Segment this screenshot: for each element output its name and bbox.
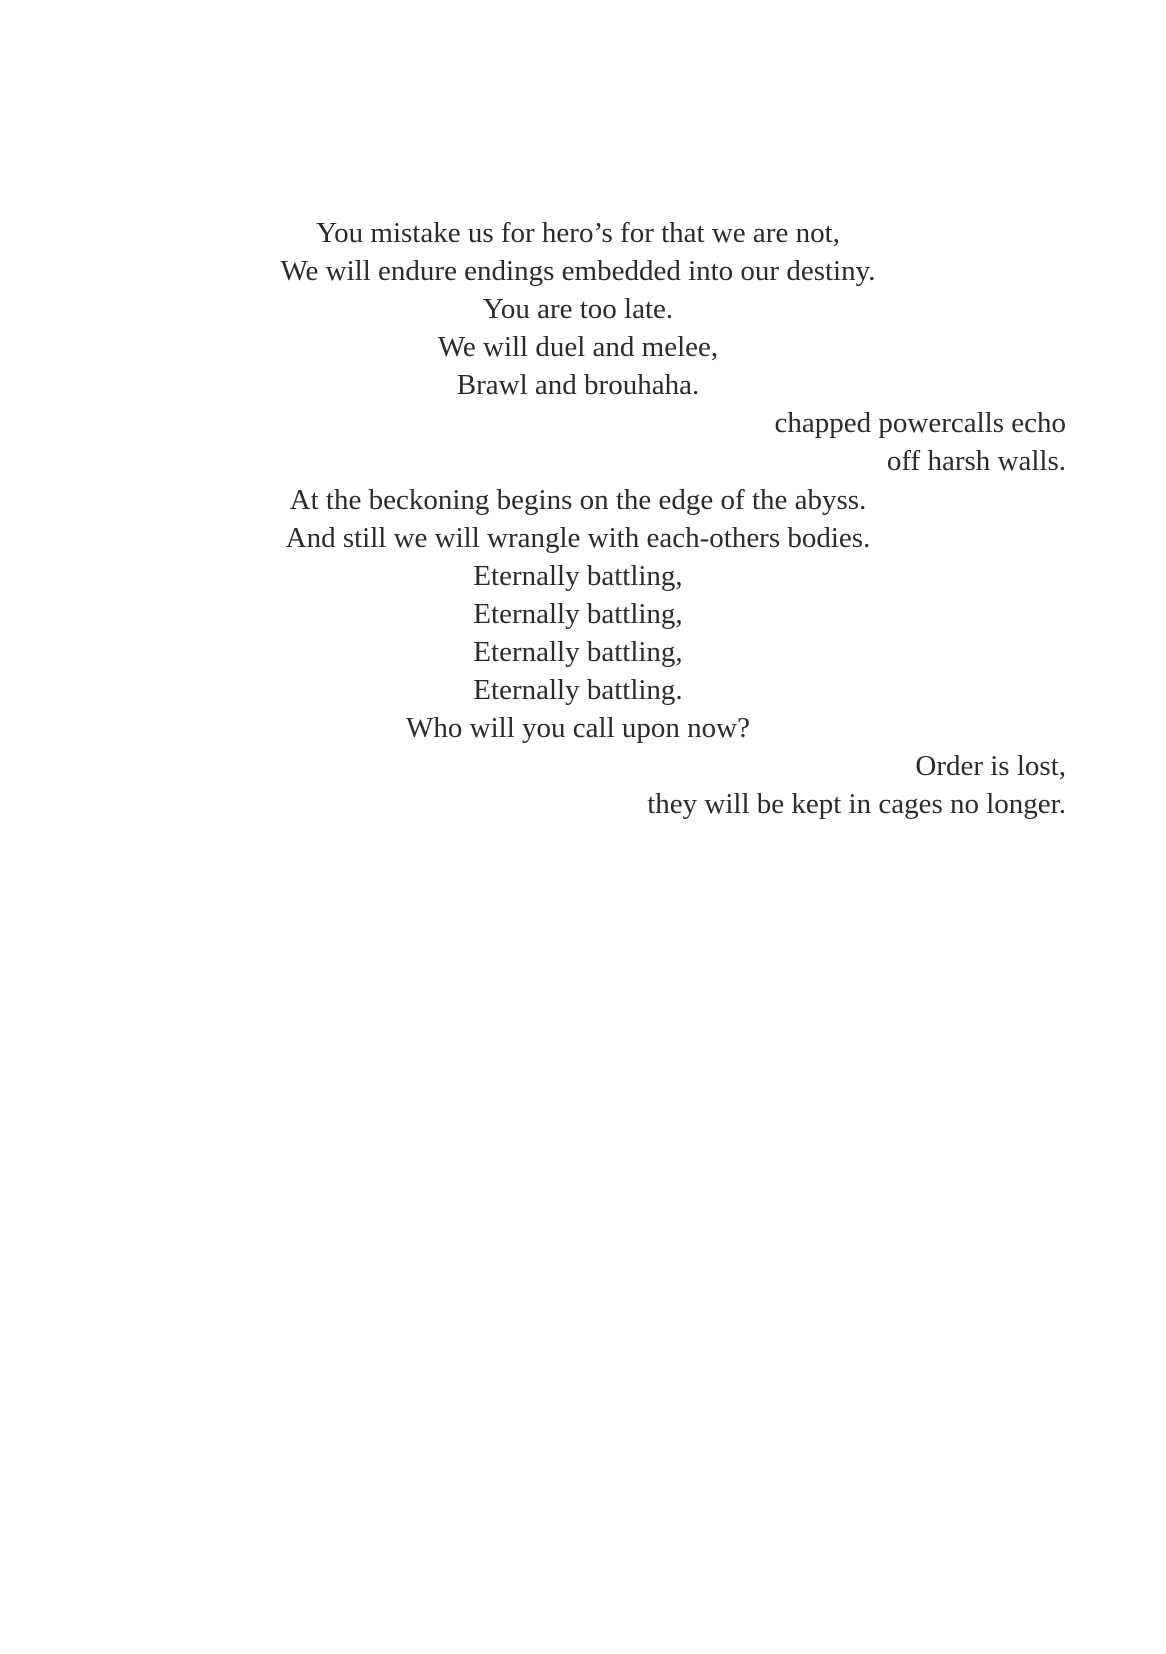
poem-line: off harsh walls. <box>886 445 1066 477</box>
poem-line: And still we will wrangle with each-others bodies. <box>285 522 871 554</box>
poem-line: Who will you call upon now? <box>406 712 750 744</box>
poem-line: Eternally battling. <box>473 674 683 706</box>
poem-line: You are too late. <box>482 293 674 325</box>
poem-line: Eternally battling, <box>473 560 683 592</box>
poem-line: chapped powercalls echo <box>774 407 1066 439</box>
poem-line: Eternally battling, <box>473 598 683 630</box>
poem-line: At the beckoning begins on the edge of the abyss. <box>289 484 867 516</box>
poem-line: they will be kept in cages no longer. <box>647 788 1066 820</box>
poem-line: You mistake us for hero’s for that we are not, <box>316 217 840 249</box>
poem-line: Order is lost, <box>915 750 1066 782</box>
poem-line: Eternally battling, <box>473 636 683 668</box>
poem-line: We will endure endings embedded into our destiny. <box>280 255 876 287</box>
poem-line: We will duel and melee, <box>437 331 719 363</box>
poem-line: Brawl and brouhaha. <box>456 369 700 401</box>
